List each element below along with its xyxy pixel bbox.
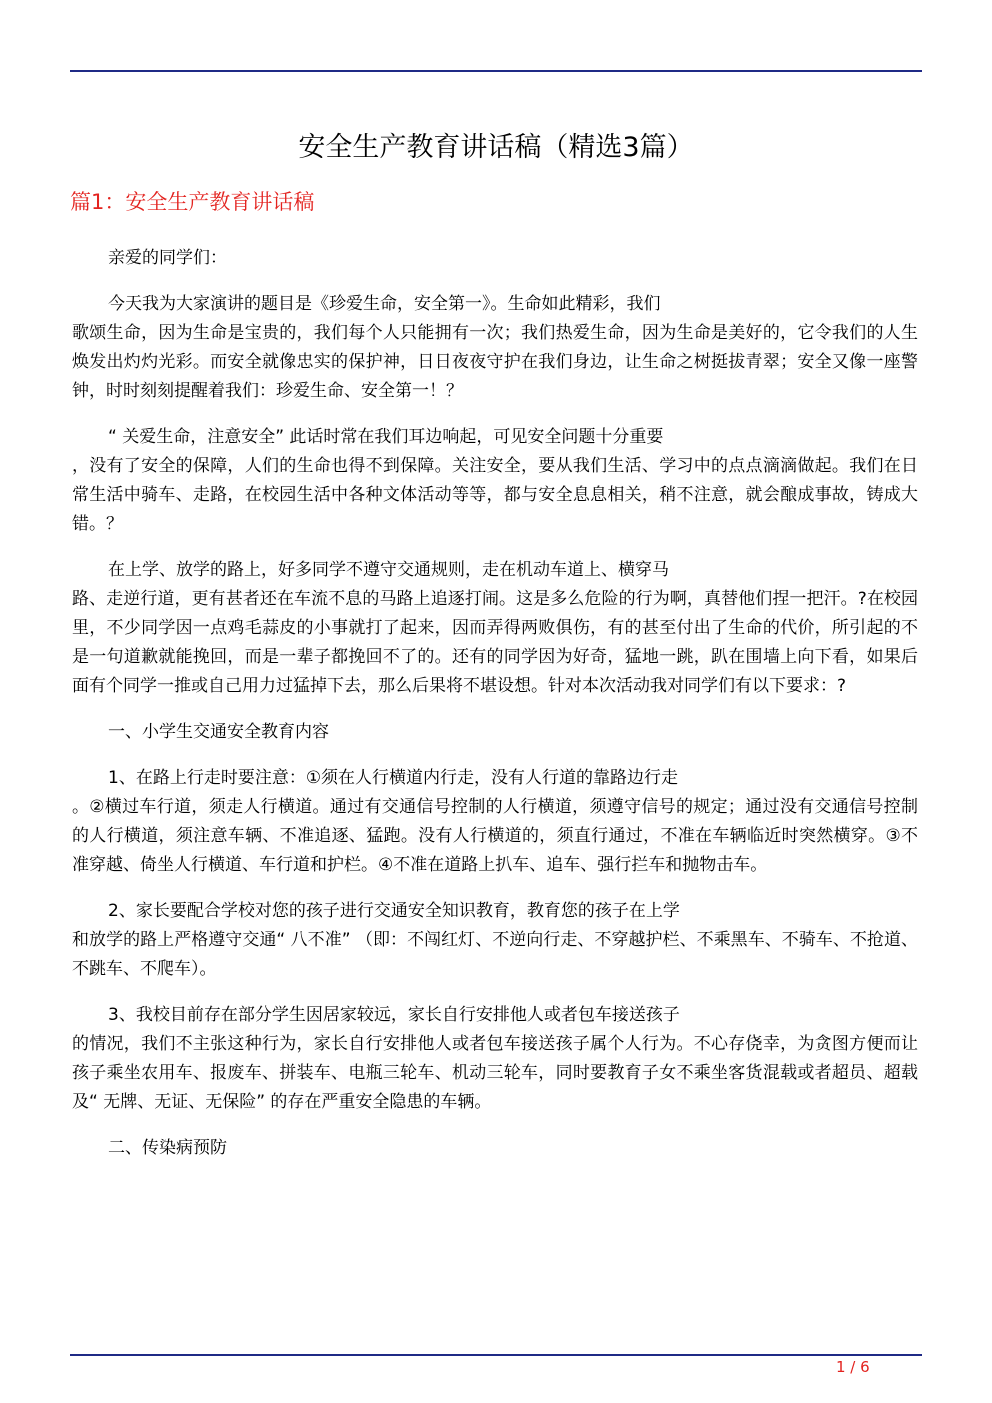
paragraph-continuation: 的情况，我们不主张这种行为，家长自行安排他人或者包车接送孩子属个人行为。不心存侥幸，为贪图方便而让孩子乘坐农用车、报废车、拼装车、电瓶三轮车、机动三轮车，同时要教育子女不乘坐客货混载或者超员、超载及“ 无牌、无证、无保险” 的存在严重安全隐患的车辆。 bbox=[72, 1034, 918, 1112]
paragraph-first-line: 3、我校目前存在部分学生因居家较远，家长自行安排他人或者包车接送孩子 bbox=[108, 1005, 680, 1025]
paragraph-first-line: 今天我为大家演讲的题目是《珍爱生命，安全第一》。生命如此精彩，我们 bbox=[108, 294, 661, 314]
paragraph-first-line: 一、小学生交通安全教育内容 bbox=[108, 722, 329, 742]
paragraph-first-line: 亲爱的同学们： bbox=[108, 248, 227, 268]
footer-rule bbox=[70, 1354, 922, 1356]
paragraph-continuation: 和放学的路上严格遵守交通“ 八不准” （即：不闯红灯、不逆向行走、不穿越护栏、不乘黑车、不骑车、不抢道、不跳车、不爬车）。 bbox=[72, 930, 918, 979]
paragraph-first-line: 2、家长要配合学校对您的孩子进行交通安全知识教育，教育您的孩子在上学 bbox=[108, 901, 680, 921]
paragraph-first-line: 1、在路上行走时要注意：①须在人行横道内行走，没有人行道的靠路边行走 bbox=[108, 768, 679, 788]
paragraph bbox=[72, 764, 918, 880]
header-rule bbox=[70, 70, 922, 72]
paragraph bbox=[72, 1001, 918, 1117]
section-heading: 篇1：安全生产教育讲话稿 bbox=[70, 190, 315, 214]
paragraph-continuation: 。②横过车行道，须走人行横道。通过有交通信号控制的人行横道，须遵守信号的规定；通过没有交通信号控制的人行横道，须注意车辆、不准追逐、猛跑。没有人行横道的，须直行通过，不准在车辆临近时突然横穿。③不准穿越、倚坐人行横道、车行道和护栏。④不准在道路上扒车、追车、强行拦车和抛物击车。 bbox=[72, 797, 918, 875]
paragraph-continuation: 歌颂生命，因为生命是宝贵的，我们每个人只能拥有一次；我们热爱生命，因为生命是美好的，它令我们的人生焕发出灼灼光彩。而安全就像忠实的保护神，日日夜夜守护在我们身边，让生命之树挺拔青翠；安全又像一座警钟，时时刻刻提醒着我们：珍爱生命、安全第一！？ bbox=[72, 323, 918, 401]
paragraph bbox=[72, 423, 918, 539]
paragraph bbox=[72, 718, 918, 747]
paragraph bbox=[72, 556, 918, 701]
paragraph bbox=[72, 290, 918, 406]
paragraph-continuation: 路、走逆行道，更有甚者还在车流不息的马路上追逐打闹。这是多么危险的行为啊，真替他们捏一把汗。?在校园里，不少同学因一点鸡毛蒜皮的小事就打了起来，因而弄得两败俱伤，有的甚至付出了生命的代价，所引起的不是一句道歉就能挽回，而是一辈子都挽回不了的。还有的同学因为好奇，猛地一跳，趴在围墙上向下看，如果后面有个同学一推或自己用力过猛掉下去，那么后果将不堪设想。针对本次活动我对同学们有以下要求：? bbox=[72, 589, 918, 696]
document-title: 安全生产教育讲话稿（精选3篇） bbox=[298, 132, 694, 163]
paragraph-first-line: 二、传染病预防 bbox=[108, 1138, 227, 1158]
paragraph bbox=[72, 244, 918, 273]
paragraph bbox=[72, 897, 918, 984]
document-body bbox=[72, 244, 918, 1163]
paragraph-first-line: 在上学、放学的路上，好多同学不遵守交通规则，走在机动车道上、横穿马 bbox=[108, 560, 669, 580]
paragraph-continuation: ，没有了安全的保障，人们的生命也得不到保障。关注安全，要从我们生活、学习中的点点滴滴做起。我们在日常生活中骑车、走路，在校园生活中各种文体活动等等，都与安全息息相关，稍不注意，就会酿成事故，铸成大错。？ bbox=[72, 456, 918, 534]
paragraph-first-line: “ 关爱生命，注意安全” 此话时常在我们耳边响起，可见安全问题十分重要 bbox=[108, 427, 664, 447]
paragraph bbox=[72, 1134, 918, 1163]
page-number: 1 / 6 bbox=[836, 1358, 870, 1376]
